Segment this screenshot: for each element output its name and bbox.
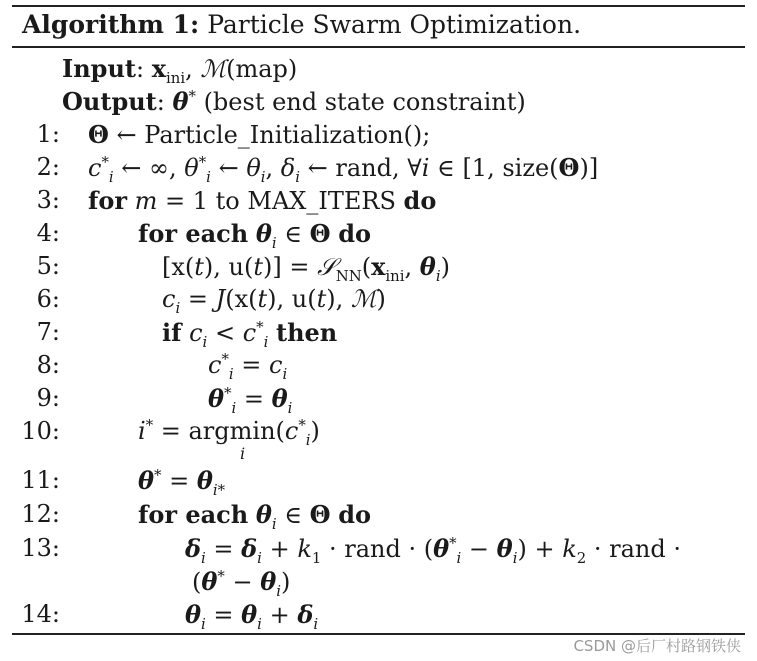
watermark: CSDN @后厂村路钢铁侠 xyxy=(573,637,741,655)
line-number: 6: xyxy=(36,285,60,313)
line-number: 11: xyxy=(21,466,60,494)
algorithm-label: Algorithm 1: xyxy=(22,10,200,39)
line-number: 4: xyxy=(36,219,60,247)
line-number: 5: xyxy=(36,252,60,280)
title-rule xyxy=(12,46,745,48)
line-number: 12: xyxy=(21,500,60,528)
algorithm-title xyxy=(22,8,581,42)
algorithm-name: Particle Swarm Optimization. xyxy=(207,10,582,39)
input-label: Input xyxy=(62,54,136,83)
line-number: 14: xyxy=(21,600,60,628)
line-number: 7: xyxy=(36,318,60,346)
line-number: 3: xyxy=(36,186,60,214)
output-label: Output xyxy=(62,87,157,116)
line-number: 10: xyxy=(21,417,60,445)
argmin-subscript: i xyxy=(240,444,246,463)
line-number: 8: xyxy=(36,351,60,379)
line-number: 1: xyxy=(36,120,60,148)
top-rule xyxy=(12,5,745,7)
line-number: 9: xyxy=(36,384,60,412)
line-number: 2: xyxy=(36,153,60,181)
line-number: 13: xyxy=(21,534,60,562)
